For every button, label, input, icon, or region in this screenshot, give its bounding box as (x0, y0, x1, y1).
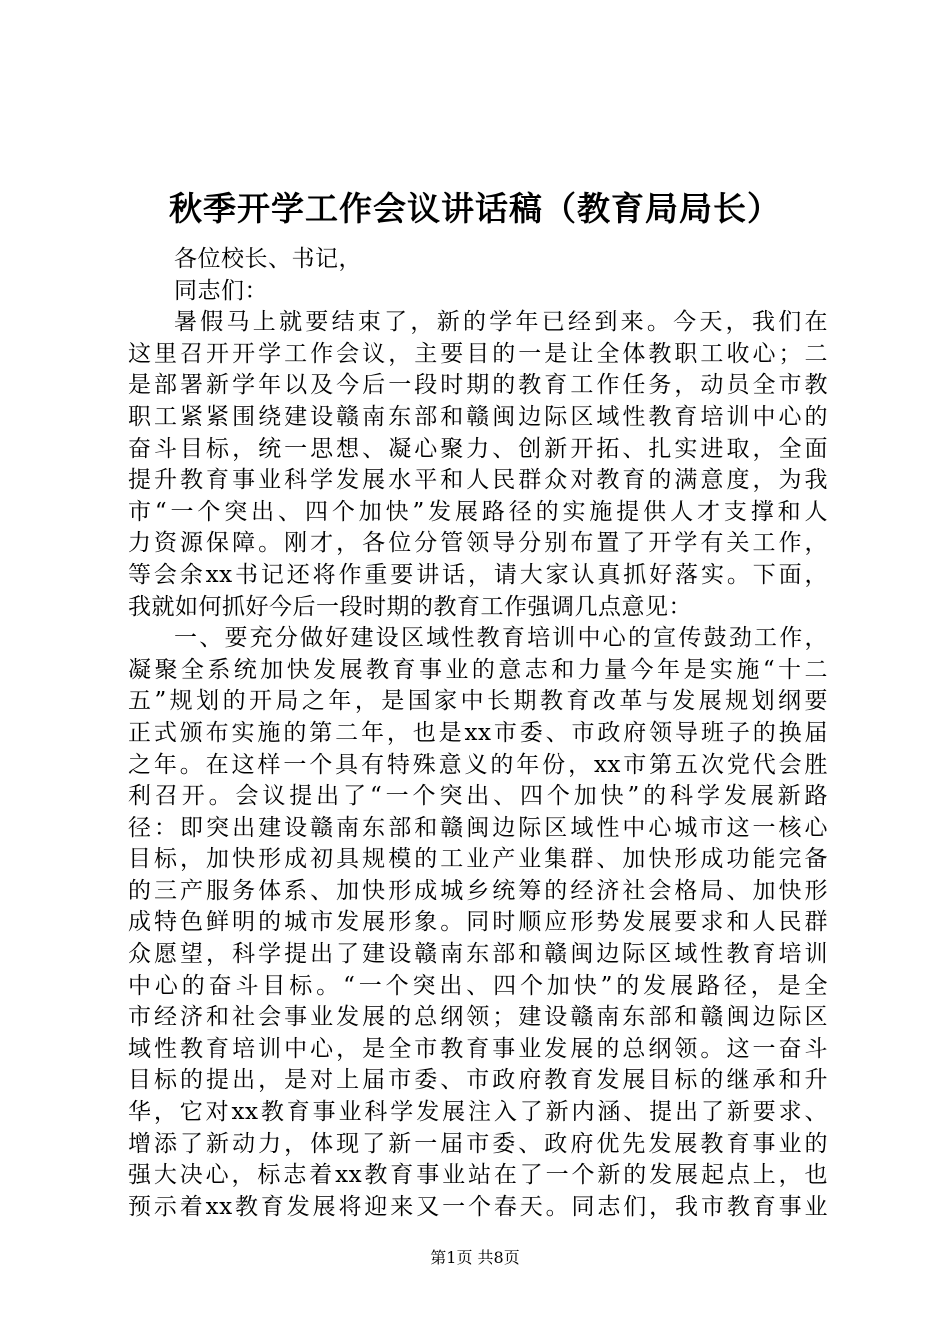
text-line: 华，它对xx教育事业科学发展注入了新内涵、提出了新要求、 (128, 1099, 828, 1126)
text-line: 市经济和社会事业发展的总纲领；建设赣南东部和赣闽边际区 (128, 1004, 828, 1031)
text-line: 我就如何抓好今后一段时期的教育工作强调几点意见： (128, 593, 692, 620)
text-line: 力资源保障。刚才，各位分管领导分别布置了开学有关工作， (128, 530, 828, 557)
text-line: 目标，加快形成初具规模的工业产业集群、加快形成功能完备 (128, 846, 828, 873)
text-line: 暑假马上就要结束了，新的学年已经到来。今天，我们在 (174, 309, 828, 336)
text-line: 一、要充分做好建设区域性教育培训中心的宣传鼓劲工作， (174, 625, 828, 652)
text-line: 各位校长、书记， (174, 246, 362, 272)
page-footer: 第1页 共8页 (430, 1248, 520, 1267)
text-line: 利召开。会议提出了“一个突出、四个加快”的科学发展新路 (128, 783, 828, 810)
text-line: 之年。在这样一个具有特殊意义的年份，xx市第五次党代会胜 (128, 751, 828, 778)
text-line: 奋斗目标，统一思想、凝心聚力、创新开拓、扎实进取，全面 (128, 435, 828, 462)
text-line: 中心的奋斗目标。“一个突出、四个加快”的发展路径，是全 (128, 972, 828, 999)
text-line: 增添了新动力，体现了新一届市委、政府优先发展教育事业的 (128, 1130, 828, 1157)
text-line: 正式颁布实施的第二年，也是xx市委、市政府领导班子的换届 (128, 719, 828, 746)
text-line: 径：即突出建设赣南东部和赣闽边际区域性中心城市这一核心 (128, 814, 828, 841)
text-line: 凝聚全系统加快发展教育事业的意志和力量今年是实施“十二 (128, 656, 828, 683)
document-title: 秋季开学工作会议讲话稿（教育局局长） (169, 189, 781, 228)
text-line: 是部署新学年以及今后一段时期的教育工作任务，动员全市教 (128, 372, 828, 399)
text-line: 等会余xx书记还将作重要讲话，请大家认真抓好落实。下面， (128, 561, 828, 588)
text-line: 预示着xx教育发展将迎来又一个春天。同志们，我市教育事业 (128, 1193, 828, 1220)
text-line: 提升教育事业科学发展水平和人民群众对教育的满意度，为我 (128, 467, 828, 494)
text-line: 众愿望，科学提出了建设赣南东部和赣闽边际区域性教育培训 (128, 941, 828, 968)
text-line: 成特色鲜明的城市发展形象。同时顺应形势发展要求和人民群 (128, 909, 828, 936)
text-line: 同志们： (174, 277, 268, 304)
text-line: 域性教育培训中心，是全市教育事业发展的总纲领。这一奋斗 (128, 1035, 828, 1062)
text-line: 职工紧紧围绕建设赣南东部和赣闽边际区域性教育培训中心的 (128, 403, 828, 430)
document-body (128, 244, 828, 1223)
text-line: 目标的提出，是对上届市委、市政府教育发展目标的继承和升 (128, 1067, 828, 1094)
text-line: 市“一个突出、四个加快”发展路径的实施提供人才支撑和人 (128, 498, 828, 525)
text-line: 强大决心，标志着xx教育事业站在了一个新的发展起点上，也 (128, 1162, 828, 1189)
text-line: 这里召开开学工作会议，主要目的一是让全体教职工收心；二 (128, 340, 828, 367)
text-line: 五”规划的开局之年，是国家中长期教育改革与发展规划纲要 (128, 688, 828, 715)
text-line: 的三产服务体系、加快形成城乡统筹的经济社会格局、加快形 (128, 877, 828, 904)
